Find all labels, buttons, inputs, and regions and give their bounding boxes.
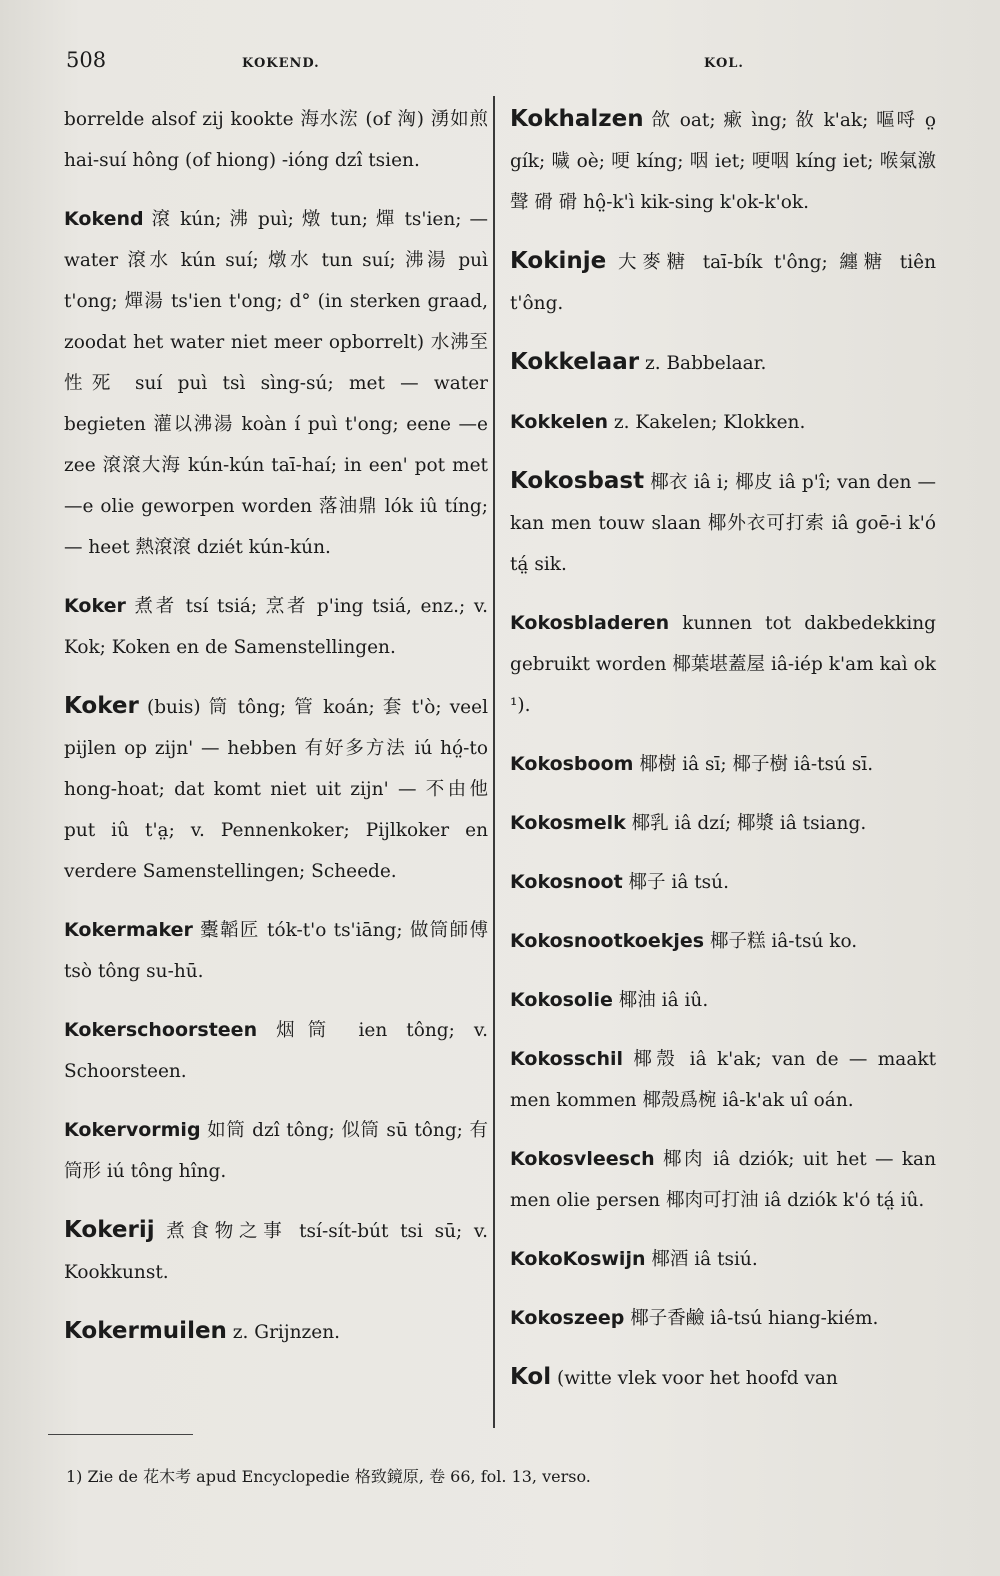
headword: Koker [64, 595, 126, 617]
headword: Koswijn [562, 1248, 646, 1270]
headword: Kokkelen [510, 411, 609, 433]
headword: Kokermaker [64, 919, 193, 941]
headword: Kokosschil [510, 1048, 624, 1070]
dictionary-entry: Kokosvleesch 椰肉 iâ dziók; uit het — kan men olie persen 椰肉可打油 iâ dziók k'ó tá̤ iû. [510, 1148, 936, 1211]
dictionary-entry: Kokosnootkoekjes 椰子糕 iâ-tsú ko. [510, 930, 858, 952]
headword: Kokosbladeren [510, 612, 670, 634]
left-column [64, 99, 488, 1371]
dictionary-entry: Kokermaker 櫜韜匠 tók-t'o ts'iāng; 做筒師傅 tsò tông su-hū. [64, 919, 488, 982]
headword: Kokkelaar [510, 349, 640, 375]
right-column [510, 99, 936, 1417]
dictionary-entry: Kokervormig 如筒 dzî tông; 似筒 sū tông; 有筒形 iú tông hîng. [64, 1119, 488, 1182]
headword: Kokosmelk [510, 812, 626, 834]
headword: Kokermuilen [64, 1318, 227, 1344]
footnote-rule [48, 1434, 193, 1435]
footnote: 1) Zie de 花木考 apud Encyclopedie 格致鏡原, 卷 66, fol. 13, verso. [66, 1467, 591, 1486]
dictionary-entry: Kokosmelk 椰乳 iâ dzí; 椰漿 iâ tsiang. [510, 812, 867, 834]
headword: Kokosnoot [510, 871, 623, 893]
dictionary-entry: Koker (buis) 筒 tông; 管 koán; 套 t'ò; veel pijlen op zijn' — hebben 有好多方法 iú hó̤-to hong-hoat; dat komt niet uit zijn' — 不由他 put iû t'a̤; v. Pennenkoker; Pijlkoker en verdere Samenstellingen; Scheede. [64, 693, 488, 882]
dictionary-entry: Kokerschoorsteen 烟筒 ien tông; v. Schoorsteen. [64, 1019, 488, 1082]
dictionary-entry: Kokosboom 椰樹 iâ sī; 椰子樹 iâ-tsú sī. [510, 753, 874, 775]
headword: Kokinje [510, 248, 607, 274]
column-divider [493, 96, 495, 1428]
dictionary-entry: Kokend 滾 kún; 沸 puì; 燉 tun; 燀 ts'ien; — water 滾水 kún suí; 燉水 tun suí; 沸湯 puì t'ong; 燀湯 ts'ien t'ong; d° (in sterken graad, zoodat het water niet meer opborrelt) 水沸至性死 suí puì tsì sìng-sú; met — water begieten 灌以沸湯 koàn í puì t'ong; eene —e zee 滾滾大海 kún-kún taī-haí; in een' pot met —e olie geworpen worden 落油鼎 lók iû tíng; — heet 熱滾滾 dziét kún-kún. [64, 208, 488, 558]
headword: Kol [510, 1364, 552, 1390]
headword: Kokosbast [510, 468, 645, 494]
headword: Kokosolie [510, 989, 613, 1011]
page-header [66, 48, 950, 78]
dictionary-entry: Kokosschil 椰殼 iâ k'ak; van de — maakt men kommen 椰殼爲椀 iâ-k'ak uî oán. [510, 1048, 936, 1111]
headword: Kokoszeep [510, 1307, 625, 1329]
dictionary-entry: Kokkelaar z. Babbelaar. [510, 349, 767, 375]
dictionary-entry: Kokosnoot 椰子 iâ tsú. [510, 871, 729, 893]
dictionary-entry: Kokerij 煮食物之事 tsí-sít-bút tsi sū; v. Kookkunst. [64, 1217, 488, 1283]
headword: Kokerschoorsteen [64, 1019, 258, 1041]
dictionary-entry: borrelde alsof zij kookte 海水浤 (of 洶) 湧如煎 hai-suí hông (of hiong) -ióng dzî tsien. [64, 109, 488, 171]
headword-prefix: Koko [510, 1248, 563, 1270]
dictionary-entry: Kokosbladeren kunnen tot dakbedekking gebruikt worden 椰葉堪蓋屋 iâ-iép k'am kaì ok ¹). [510, 612, 936, 716]
dictionary-entry: Kol (witte vlek voor het hoofd van [510, 1364, 838, 1390]
right-running-head: KOL. [704, 56, 744, 71]
headword: Kokhalzen [510, 106, 644, 132]
headword: Kokosboom [510, 753, 634, 775]
dictionary-entry: Kokhalzen 欱 oat; 瘶 ìng; 敋 k'ak; 嘔哷 o̤ gík; 噦 oè; 哽 kíng; 咽 iet; 哽咽 kíng iet; 喉氣激聲 磆 磆 hô̤-k'ì kik-sing k'ok-k'ok. [510, 106, 936, 213]
headword: Kokosvleesch [510, 1148, 655, 1170]
dictionary-entry: KokoKoswijn 椰酒 iâ tsiú. [510, 1248, 758, 1270]
dictionary-entry: Kokosbast 椰衣 iâ i; 椰皮 iâ p'î; van den — kan men touw slaan 椰外衣可打索 iâ goē-i k'ó tá̤ sik. [510, 468, 936, 575]
dictionary-entry: Kokkelen z. Kakelen; Klokken. [510, 411, 806, 433]
dictionary-entry: Kokosolie 椰油 iâ iû. [510, 989, 709, 1011]
left-running-head: KOKEND. [242, 56, 320, 71]
dictionary-entry: Koker 煮者 tsí tsiá; 烹者 p'ing tsiá, enz.; v. Kok; Koken en de Samenstellingen. [64, 595, 488, 658]
headword: Kokend [64, 208, 144, 230]
headword: Kokerij [64, 1217, 155, 1243]
dictionary-entry: Kokoszeep 椰子香鹼 iâ-tsú hiang-kiém. [510, 1307, 879, 1329]
page-number: 508 [66, 48, 107, 72]
headword: Kokervormig [64, 1119, 201, 1141]
dictionary-entry: Kokermuilen z. Grijnzen. [64, 1318, 340, 1344]
headword: Koker [64, 693, 139, 719]
dictionary-entry: Kokinje 大麥糖 taī-bík t'ông; 纏糖 tiên t'ông. [510, 248, 936, 314]
headword: Kokosnootkoekjes [510, 930, 705, 952]
